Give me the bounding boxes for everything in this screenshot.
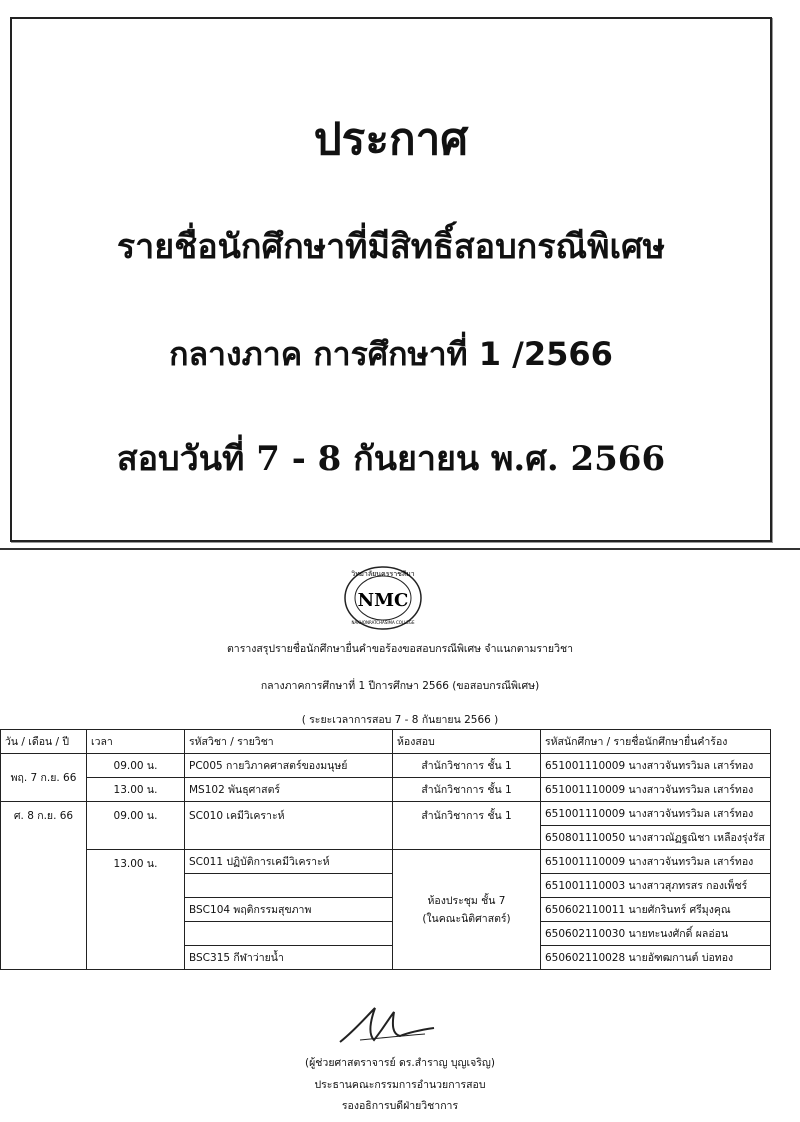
logo-top-text: วิทยาลัยนครราชสีมา — [351, 570, 415, 578]
signer-name: (ผู้ช่วยศาสตราจารย์ ดร.สำราญ บุญเจริญ) — [305, 1057, 495, 1069]
cell-subject-empty — [185, 874, 393, 898]
cell-room: สำนักวิชาการ ชั้น 1 — [393, 802, 541, 850]
signature — [330, 1000, 450, 1050]
cell-student: 650801110050 นางสาวณัฏฐณิชา เหลืองรุ่งรัส — [541, 826, 771, 850]
cell-room-merged — [393, 850, 541, 970]
cell-student: 650602110028 นายอัฑฒกานต์ บ่อทอง — [541, 946, 771, 970]
table-row — [1, 802, 771, 826]
table-row — [1, 850, 771, 874]
signer-title: รองอธิการบดีฝ่ายวิชาการ — [341, 1100, 459, 1112]
cell-student: 651001110009 นางสาวจันทรวิมล เสาร์ทอง — [541, 778, 771, 802]
cell-subject: BSC315 กีฬาว่ายน้ำ — [185, 946, 393, 970]
cell-subject: BSC104 พฤติกรรมสุขภาพ — [185, 898, 393, 922]
notice-subtitle: รายชื่อนักศึกษาที่มีสิทธิ์สอบกรณีพิเศษ — [116, 227, 666, 267]
notice-term: กลางภาค การศึกษาที่ 1 /2566 — [169, 335, 613, 373]
notice-box — [10, 17, 772, 542]
exam-table — [0, 729, 771, 970]
col-room: ห้องสอบ — [393, 730, 541, 754]
col-student: รหัสนักศึกษา / รายชื่อนักศึกษายื่นคำร้อง — [541, 730, 771, 754]
table-row — [1, 778, 771, 802]
room-merged-line2: (ในคณะนิติศาสตร์) — [422, 912, 511, 925]
notice-title: ประกาศ — [313, 114, 469, 165]
cell-time: 09.00 น. — [87, 802, 185, 850]
table-period: ( ระยะเวลาการสอบ 7 - 8 กันยายน 2566 ) — [301, 714, 499, 726]
logo-bottom-text: NAKHONRATCHASIMA COLLEGE — [351, 620, 415, 625]
cell-subject: MS102 พันธุศาสตร์ — [185, 778, 393, 802]
cell-student: 651001110009 นางสาวจันทรวิมล เสาร์ทอง — [541, 754, 771, 778]
cell-subject: SC010 เคมีวิเคราะห์ — [185, 802, 393, 850]
cell-student: 650602110011 นายศักรินทร์ ศรีมุงคุณ — [541, 898, 771, 922]
cell-student: 650602110030 นายทะนงศักดิ์ ผลอ่อน — [541, 922, 771, 946]
cell-student: 651001110003 นางสาวสุภทรสร กองเพ็ชร์ — [541, 874, 771, 898]
cell-room: สำนักวิชาการ ชั้น 1 — [393, 754, 541, 778]
room-merged-line1: ห้องประชุม ชั้น 7 — [427, 894, 506, 907]
signer-position: ประธานคณะกรรมการอำนวยการสอบ — [314, 1079, 486, 1091]
cell-day: พฤ. 7 ก.ย. 66 — [1, 754, 87, 802]
cell-student: 651001110009 นางสาวจันทรวิมล เสาร์ทอง — [541, 802, 771, 826]
college-logo — [333, 562, 433, 632]
cell-time: 13.00 น. — [87, 778, 185, 802]
col-subject: รหัสวิชา / รายวิชา — [185, 730, 393, 754]
cell-student: 651001110009 นางสาวจันทรวิมล เสาร์ทอง — [541, 850, 771, 874]
table-header-row — [1, 730, 771, 754]
cell-room: สำนักวิชาการ ชั้น 1 — [393, 778, 541, 802]
table-caption: ตารางสรุปรายชื่อนักศึกษายื่นคำขอร้องขอสอบกรณีพิเศษ จำแนกตามรายวิชา — [226, 643, 574, 655]
col-day: วัน / เดือน / ปี — [1, 730, 87, 754]
table-term: กลางภาคการศึกษาที่ 1 ปีการศึกษา 2566 (ขอสอบกรณีพิเศษ) — [260, 680, 540, 692]
table-row — [1, 754, 771, 778]
page-divider — [0, 548, 800, 550]
cell-time: 09.00 น. — [87, 754, 185, 778]
col-time: เวลา — [87, 730, 185, 754]
cell-day: ศ. 8 ก.ย. 66 — [1, 802, 87, 970]
cell-subject: SC011 ปฏิบัติการเคมีวิเคราะห์ — [185, 850, 393, 874]
logo-letters: NMC — [357, 590, 409, 611]
notice-exam-date: สอบวันที่ 7 - 8 กันยายน พ.ศ. 2566 — [116, 439, 666, 479]
cell-time: 13.00 น. — [87, 850, 185, 970]
cell-subject: PC005 กายวิภาคศาสตร์ของมนุษย์ — [185, 754, 393, 778]
cell-subject-empty — [185, 922, 393, 946]
